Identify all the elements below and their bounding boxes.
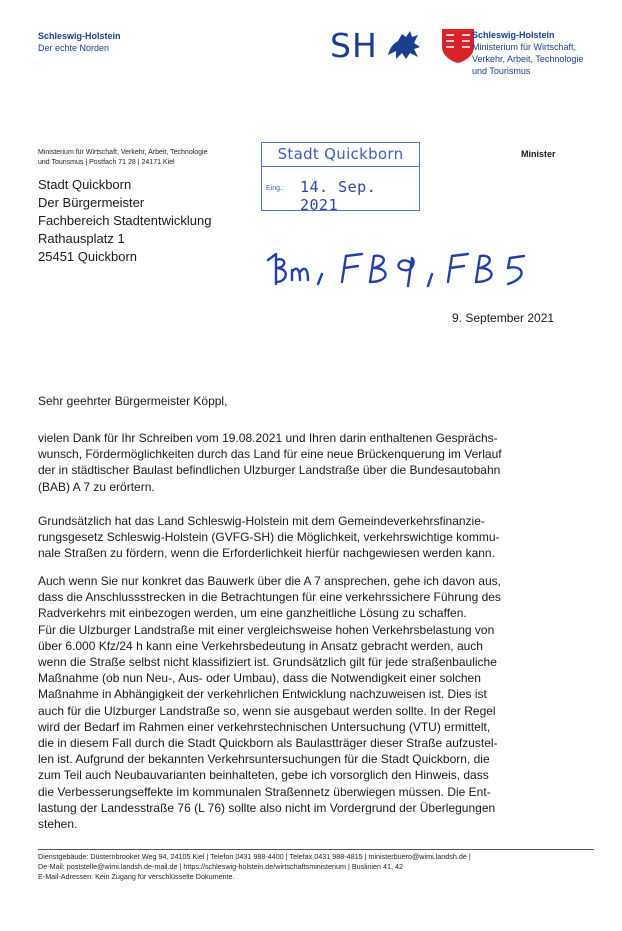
footer-line: De-Mail: poststelle@wimi.landsh.de-mail.de | https://schleswig-holstein.de/wirtschaftsministerium | Buslinien 41, 42 xyxy=(38,862,403,871)
text-line: wunsch, Fördermöglichkeiten durch das Land für eine neue Brückenquerung im Verlauf xyxy=(38,447,502,462)
text-line: lastung der Landesstraße 76 (L 76) sollte also nicht im Vordergrund der Überlegungen xyxy=(38,800,496,815)
paragraph xyxy=(38,513,588,562)
stamp-divider xyxy=(262,166,419,167)
sender-line: und Tourismus | Postfach 71 28 | 24171 Kiel xyxy=(38,159,175,166)
text-line: rungsgesetz Schleswig-Holstein (GVFG-SH) die Möglichkeit, verkehrswichtige kommu- xyxy=(38,530,500,545)
stamp-title: Stadt Quickborn xyxy=(277,145,404,163)
ministry-line: Verkehr, Arbeit, Technologie xyxy=(472,54,584,64)
recipient-line: Fachbereich Stadtentwicklung xyxy=(38,213,212,228)
text-line: Auch wenn Sie nur konkret das Bauwerk über die A 7 ansprechen, gehe ich davon aus, xyxy=(38,574,501,588)
text-line: stehen. xyxy=(38,817,78,832)
text-line: über 6.000 Kfz/24 h kann eine Verkehrsbedeutung in Ansatz gebracht werden, auch xyxy=(38,638,483,653)
text-line: auch für die Ulzburger Landstraße so, wenn sie ausgebaut werden sollte. In der Regel xyxy=(38,703,496,718)
text-line: der in städtischer Baulast befindlichen Ulzburger Landstraße über die Bundesautobahn xyxy=(38,463,501,478)
text-line: Maßnahme (ob nun Neu-, Aus- oder Umbau), dass die Notwendigkeit einer solchen xyxy=(38,671,481,686)
salutation: Sehr geehrter Bürgermeister Köppl, xyxy=(38,394,228,408)
sh-logo xyxy=(330,25,484,65)
paragraph xyxy=(38,430,588,495)
recipient-address xyxy=(38,176,211,266)
text-line: wird der Bedarf im Rahmen einer verkehrstechnischen Untersuchung (VTU) ermittelt, xyxy=(38,719,491,734)
minister-label: Minister xyxy=(521,149,556,159)
recipient-line: Stadt Quickborn xyxy=(38,177,132,192)
footer-line: E-Mail-Adressen: Kein Zugang für verschlüsselte Dokumente. xyxy=(38,872,235,881)
footer-line: Dienstgebäude: Düsternbrooker Weg 94, 24105 Kiel | Telefon 0431 988-4400 | Telefax 0431 988-4815 | ministerbuero@wimi.landsh.de | xyxy=(38,852,471,861)
text-line: die in diesem Fall durch die Stadt Quickborn als Baulastträger dieser Straße aufzustel- xyxy=(38,736,498,751)
recipient-line: 25451 Quickborn xyxy=(38,249,138,264)
stamp-date: 14. Sep. 2021 xyxy=(300,178,377,214)
sender-line: Ministerium für Wirtschaft, Verkehr, Arbeit, Technologie xyxy=(38,149,208,156)
letter-date: 9. September 2021 xyxy=(452,311,555,325)
text-line: wenn die Straße selbst nicht klassifiziert ist. Grundsätzlich gilt für jede straßenbauliche xyxy=(38,655,497,670)
text-line: Maßnahme in Abhängigkeit der verkehrlichen Entwicklung nachzuweisen ist. Dies ist xyxy=(38,687,487,702)
text-line: zum Teil auch Neubauvarianten beinhalteten, gebe ich vorsorglich den Hinweis, dass xyxy=(38,768,489,783)
coat-of-arms-icon xyxy=(384,25,484,65)
text-line: dass die Anschlussstrecken in die Betrachtungen für eine verkehrssichere Führung des xyxy=(38,590,501,605)
footer-divider xyxy=(38,849,594,850)
brand-title: Schleswig-Holstein xyxy=(38,31,121,41)
ministry-line: und Tourismus xyxy=(472,66,531,76)
text-line: Grundsätzlich hat das Land Schleswig-Holstein mit dem Gemeindeverkehrsfinanzie- xyxy=(38,514,485,528)
received-stamp xyxy=(261,142,420,214)
text-line: Für die Ulzburger Landstraße mit einer vergleichsweise hohen Verkehrsbelastung von xyxy=(38,622,495,637)
text-line: (BAB) A 7 zu erörtern. xyxy=(38,479,155,494)
handwritten-routing-note xyxy=(262,246,542,303)
stamp-label: Eing.: xyxy=(266,185,284,192)
text-line: die Verbesserungseffekte im kommunalen Straßennetz überwiegen müssen. Die Ent- xyxy=(38,784,491,799)
brand-tagline: Der echte Norden xyxy=(38,43,110,53)
footer xyxy=(38,852,598,882)
brand-block-right xyxy=(472,29,622,77)
handwriting-icon xyxy=(262,246,542,298)
text-line: len ist. Aufgrund der bekannten Verkehrsuntersuchungen für die Stadt Quickborn, die xyxy=(38,752,490,767)
text-line: nale Straßen zu fördern, wenn die Erforderlichkeit hierfür nachgewiesen werden kann. xyxy=(38,546,495,561)
text-line: Radverkehrs mit einbezogen werden, um eine ganzheitliche Lösung zu schaffen. xyxy=(38,606,467,621)
paragraph xyxy=(38,573,588,832)
ministry-title: Schleswig-Holstein xyxy=(472,30,555,40)
text-line: vielen Dank für Ihr Schreiben vom 19.08.2021 und Ihren darin enthaltenen Gesprächs- xyxy=(38,431,498,445)
sh-logo-text: SH xyxy=(330,25,378,65)
ministry-line: Ministerium für Wirtschaft, xyxy=(472,42,577,52)
brand-block-left xyxy=(38,30,121,54)
recipient-line: Der Bürgermeister xyxy=(38,195,145,210)
sender-address xyxy=(38,148,268,168)
recipient-line: Rathausplatz 1 xyxy=(38,231,125,246)
